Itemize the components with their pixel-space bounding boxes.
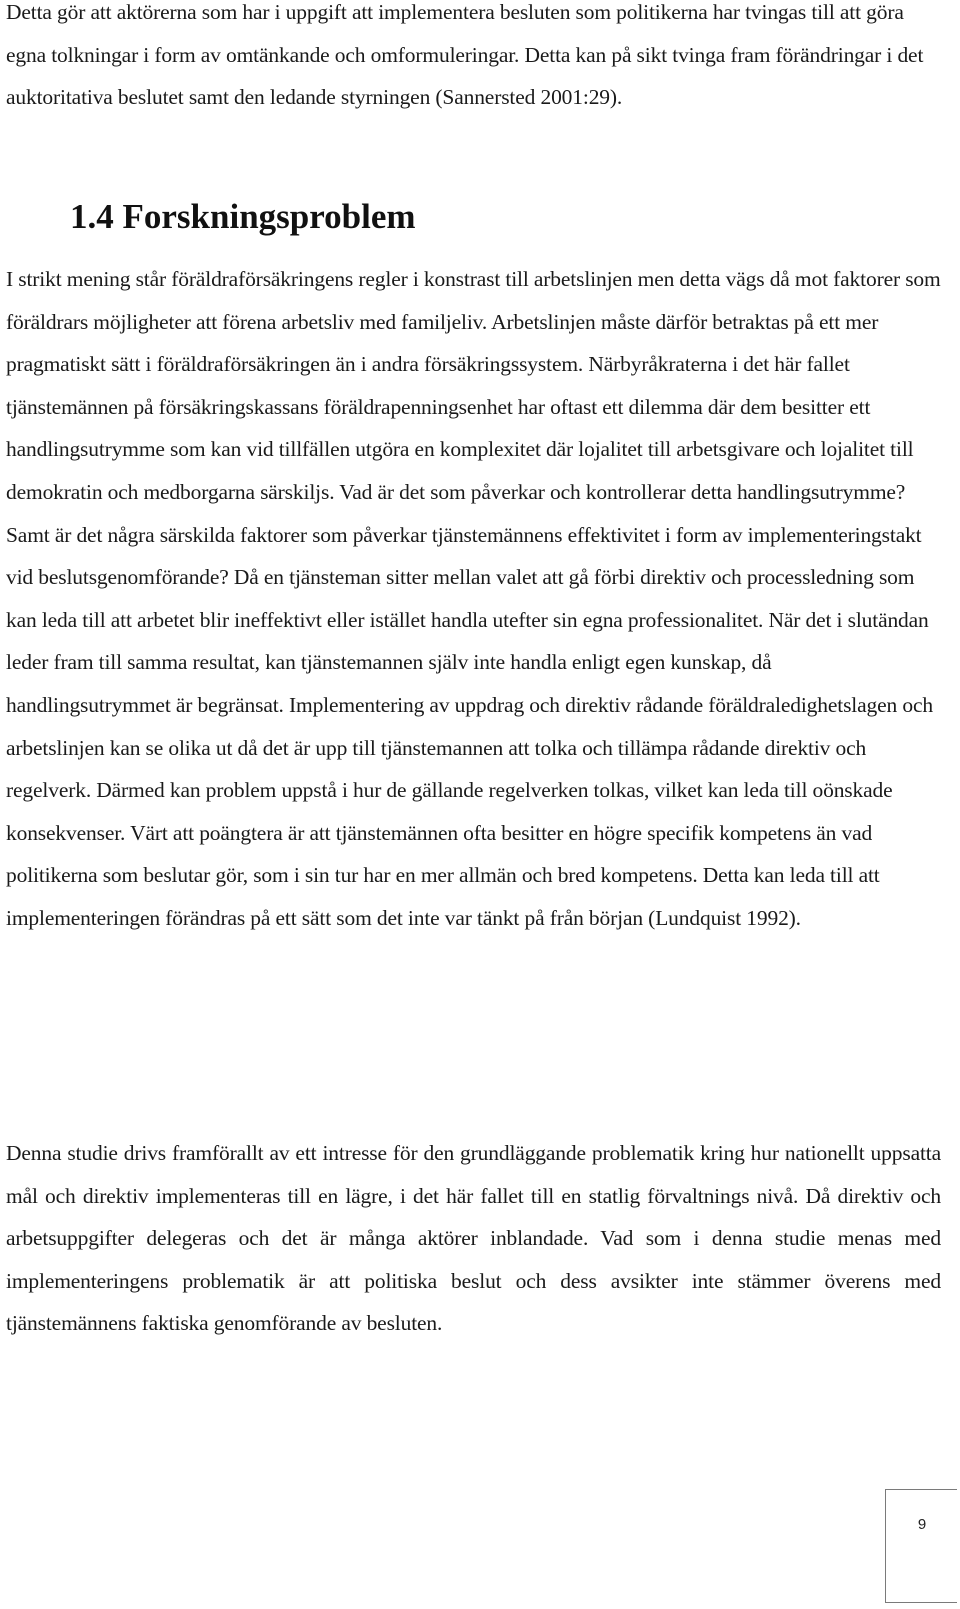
page-number: 9	[917, 1516, 927, 1533]
main-paragraph: I strikt mening står föräldraförsäkringens regler i konstrast till arbetslinjen men detta vägs då mot faktorer som föräldrars möjligheter att förena arbetsliv med familjeliv. Arbetslinjen måste därför betraktas på ett mer pragmatiskt sätt i föräldraförsäkringen än i andra försäkringssystem. Närbyråkraterna i det här fallet tjänstemännen på försäkringskassans föräldrapenningsenhet har oftast ett dilemma där dem besitter ett handlingsutrymme som kan vid tillfällen utgöra en komplexitet där lojalitet till arbetsgivare och lojalitet till demokratin och medborgarna särskiljs. Vad är det som påverkar och kontrollerar detta handlingsutrymme? Samt är det några särskilda faktorer som påverkar tjänstemännens effektivitet i form av implementeringstakt vid beslutsgenomförande? Då en tjänsteman sitter mellan valet att gå förbi direktiv och processledning som kan leda till att arbetet blir ineffektivt eller istället handla utefter sin egna professionalitet. När det i slutändan leder fram till samma resultat, kan tjänstemannen själv inte handla enligt egen kunskap, då handlingsutrymmet är begränsat. Implementering av uppdrag och direktiv rådande föräldraledighetslagen och arbetslinjen kan se olika ut då det är upp till tjänstemannen att tolka och tillämpa rådande direktiv och regelverk. Därmed kan problem uppstå i hur de gällande regelverken tolkas, vilket kan leda till oönskade konsekvenser. Värt att poängtera är att tjänstemännen ofta besitter en högre specifik kompetens än vad politikerna som beslutar gör, som i sin tur har en mer allmän och bred kompetens. Detta kan leda till att implementeringen förändras på ett sätt som det inte var tänkt på från början (Lundquist 1992).	[6, 267, 941, 930]
page-number-box	[885, 1489, 957, 1603]
section-heading: 1.4 Forskningsproblem	[70, 197, 416, 236]
study-paragraph: Denna studie drivs framförallt av ett intresse för den grundläggande problematik kring hur nationellt uppsatta mål och direktiv implementeras till en lägre, i det här fallet till en statlig förvaltnings nivå. Då direktiv och arbetsuppgifter delegeras och det är många aktörer inblandade. Vad som i denna studie menas med implementeringens problematik är att politiska beslut och dess avsikter inte stämmer överens med tjänstemännens faktiska genomförande av besluten.	[6, 1141, 941, 1336]
intro-paragraph: Detta gör att aktörerna som har i uppgift att implementera besluten som politikerna har tvingas till att göra egna tolkningar i form av omtänkande och omformuleringar. Detta kan på sikt tvinga fram förändringar i det auktoritativa beslutet samt den ledande styrningen (Sannersted 2001:29).	[6, 0, 924, 110]
